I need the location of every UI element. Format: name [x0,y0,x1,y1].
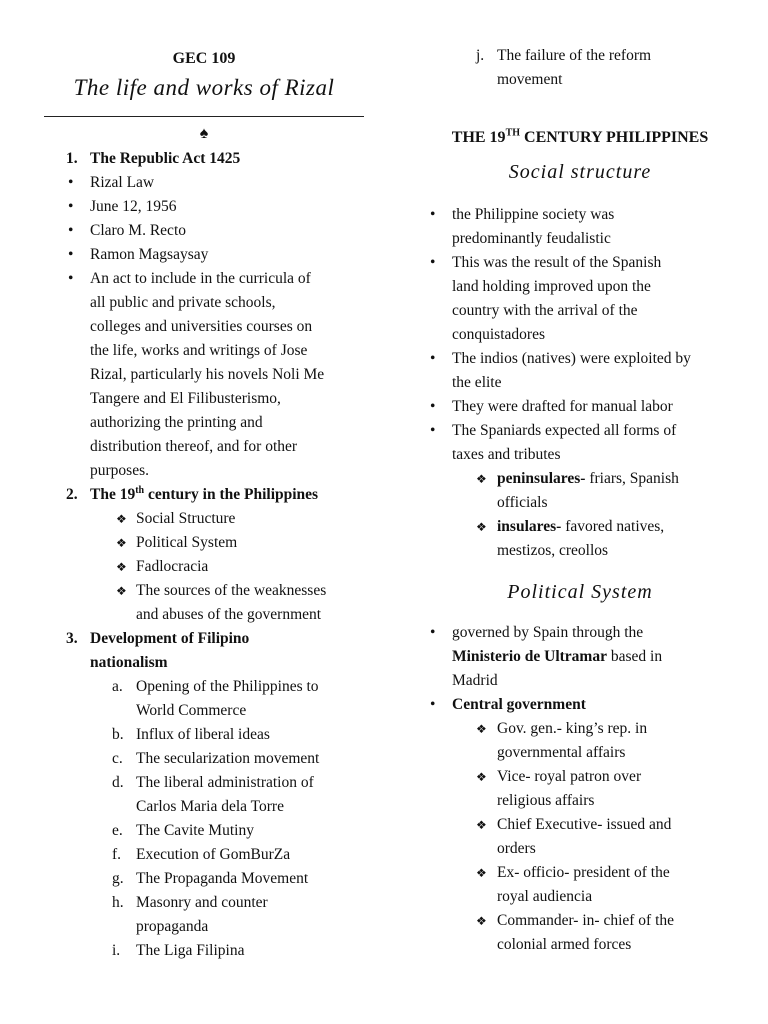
diamond-icon: ❖ [116,560,127,574]
diamond-icon: ❖ [476,818,487,832]
social-structure-list [420,203,740,563]
alpha-item: b. Influx of liberal ideas [112,726,270,743]
diamond-item: ❖ The sources of the weaknesses and abuses of the government [44,579,364,627]
diamond-item: ❖ Fadlocracia [44,555,364,579]
bullet: • Ramon Magsaysay [68,246,209,263]
bullet: • Claro M. Recto [68,222,186,239]
diamond-item: ❖ Gov. gen.- king’s rep. in governmental affairs [420,717,740,765]
diamond-icon: ❖ [476,770,487,784]
social-structure-title: Social structure [508,161,652,183]
diamond-icon: ❖ [116,512,127,526]
bullet: • governed by Spain through the Ministerio de Ultramar based in Madrid [430,624,663,689]
alpha-item: c. The secularization movement [112,750,320,767]
diamond-item: ❖ peninsulares- friars, Spanish officials [420,467,740,515]
bullet: • Central government [430,696,586,713]
document-subtitle: The life and works of Rizal [73,75,335,100]
diamond-item: ❖ Ex- officio- president of the royal audiencia [420,861,740,909]
spade-icon: ♠ [199,125,209,142]
diamond-icon: ❖ [476,520,487,534]
outline-item-j [420,44,740,92]
bullet: • Rizal Law [68,174,155,191]
diamond-icon: ❖ [116,584,127,598]
item-1-title: 1. The Republic Act 1425 [66,150,241,167]
diamond-item: ❖ Social Structure [44,507,364,531]
diamond-item: ❖ Chief Executive- issued and orders [420,813,740,861]
diamond-item: ❖ Vice- royal patron over religious affairs [420,765,740,813]
section-heading: THE 19TH CENTURY PHILIPPINES [451,127,709,146]
diamond-item: ❖ insulares- favored natives, mestizos, creollos [420,515,740,563]
course-code: GEC 109 [172,50,236,67]
bullet: • They were drafted for manual labor [430,398,673,415]
diamond-item: ❖ Political System [44,531,364,555]
alpha-item: h. Masonry and counter propaganda [112,894,268,935]
alpha-item: e. The Cavite Mutiny [112,822,254,839]
item-2-title: 2. The 19th century in the Philippines [66,484,319,503]
alpha-item: d. The liberal administration of Carlos Maria dela Torre [112,774,314,815]
outline-item-1 [44,147,364,963]
alpha-item: f. Execution of GomBurZa [112,846,291,863]
bullet: • The Spaniards expected all forms of taxes and tributes [430,422,677,463]
diamond-icon: ❖ [476,722,487,736]
diamond-icon: ❖ [476,866,487,880]
alpha-item: a. Opening of the Philippines to World Commerce [112,678,319,719]
bullet: • June 12, 1956 [68,198,177,215]
diamond-icon: ❖ [116,536,127,550]
political-system-title: Political System [507,581,653,603]
bullet: • the Philippine society was predominantly feudalistic [430,206,615,247]
item-3-title: 3. Development of Filipino nationalism [66,630,250,671]
bullet: • This was the result of the Spanish land holding improved upon the country with the arrival of the conquistadores [430,254,662,343]
alpha-item: g. The Propaganda Movement [112,870,309,887]
title-divider [44,116,364,117]
diamond-item: ❖ Commander- in- chief of the colonial armed forces [420,909,740,957]
political-system-list [420,621,740,957]
diamond-icon: ❖ [476,472,487,486]
alpha-item: j. The failure of the reform movement [476,47,652,88]
diamond-icon: ❖ [476,914,487,928]
alpha-item: i. The Liga Filipina [112,942,245,959]
bullet: • The indios (natives) were exploited by the elite [430,350,691,391]
bullet-description: • An act to include in the curricula of all public and private schools, colleges and universities courses on the life, works and writings of Jose Rizal, particularly his novels Noli Me Tangere and El Filibusterismo, authorizing the printing and distribution thereof, and for other purposes. [68,270,325,479]
